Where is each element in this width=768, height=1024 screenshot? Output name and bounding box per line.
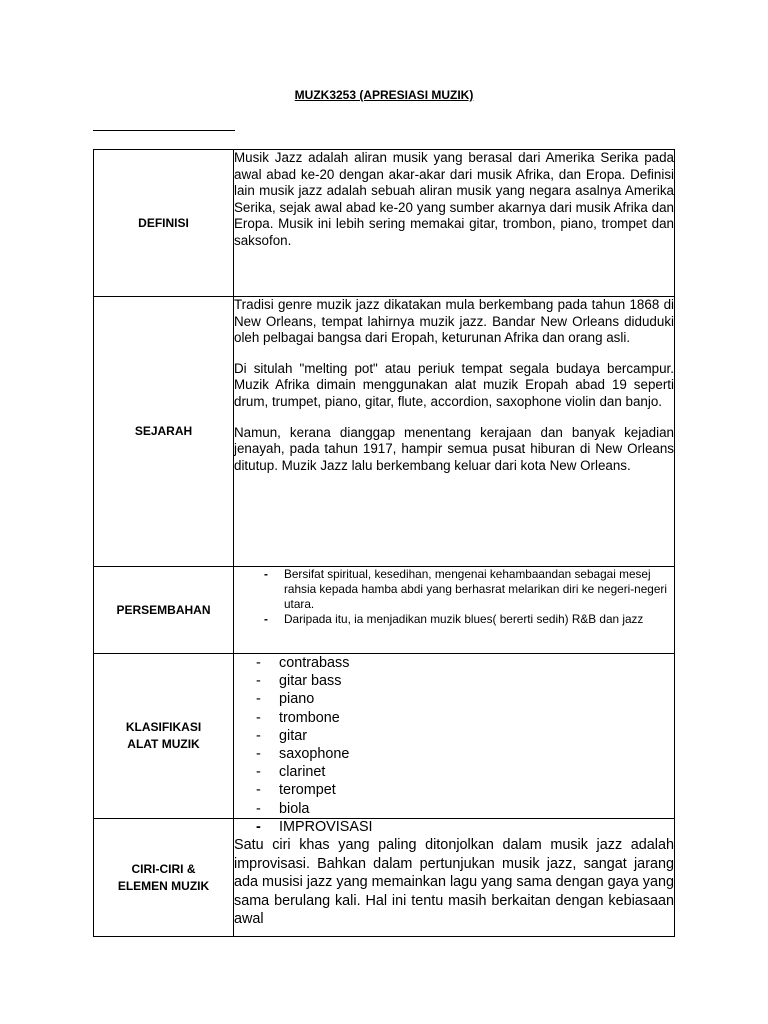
list-item: - gitar bass (256, 673, 342, 690)
title-underline-rule (93, 130, 235, 131)
label-klasifikasi-line1: KLASIFIKASI (125, 720, 202, 734)
label-ciri-line2: ELEMEN MUZIK (117, 878, 210, 893)
label-klasifikasi-line2: ALAT MUZIK (127, 737, 200, 751)
list-item: - terompet (256, 782, 336, 799)
persembahan-list (234, 567, 674, 627)
label-klasifikasi (94, 654, 234, 819)
list-item: - saxophone (256, 746, 350, 763)
instrument-list (234, 654, 674, 818)
ciri-text: Satu ciri khas yang paling ditonjolkan dalam musik jazz adalah improvisasi. Bahkan dalam pertunjukan musik jazz, sangat jarang ada musisi jazz yang memainkan lagu yang sama dengan gaya yang sama berulang kali. Hal ini tentu masih berkaitan dengan kebiasaan awal (234, 837, 674, 927)
cell-definisi (234, 150, 675, 297)
row-sejarah (94, 297, 675, 567)
sejarah-paragraph-1: Tradisi genre muzik jazz dikatakan mula berkembang pada tahun 1868 di New Orleans, tempat lahirnya muzik jazz. Bandar New Orleans diduduki oleh pelbagai bangsa dari Eropah, keturunan Afrika dan orang asli. (234, 297, 674, 346)
sejarah-paragraph-3: Namun, kerana dianggap menentang kerajaan dan banyak kejadian jenayah, pada tahun 1917, hampir semua pusat hiburan di New Orleans ditutup. Muzik Jazz lalu berkembang keluar dari kota New Orleans. (234, 424, 674, 473)
list-item: - Daripada itu, ia menjadikan muzik blues( bererti sedih) R&B dan jazz (264, 612, 644, 626)
list-item: - Bersifat spiritual, kesedihan, mengenai kehambaandan sebagai mesej rahsia kepada hamba abdi yang berhasrat melarikan diri ke negeri-negeri utara. (264, 567, 667, 611)
sejarah-paragraph-2: Di situlah "melting pot" atau periuk tempat segala budaya bercampur. Muzik Afrika dimain menggunakan alat muzik Eropah abad 19 seperti drum, trumpet, piano, gitar, flute, accordion, saxophone violin dan banjo. (234, 360, 674, 409)
row-klasifikasi (94, 654, 675, 819)
bullet-dash: - (264, 612, 268, 626)
row-definisi (94, 150, 675, 297)
label-sejarah: SEJARAH (94, 297, 234, 567)
list-item: - clarinet (256, 764, 326, 781)
cell-ciri (234, 819, 675, 937)
ciri-heading: - IMPROVISASI (256, 819, 373, 835)
list-item: - gitar (256, 727, 307, 744)
content-table (93, 149, 675, 937)
label-ciri (94, 819, 234, 937)
label-ciri-line1: CIRI-CIRI & (131, 861, 196, 876)
cell-sejarah (234, 297, 675, 567)
bullet-dash: - (264, 567, 268, 581)
list-item: - biola (256, 800, 310, 817)
page-title: MUZK3253 (APRESIASI MUZIK) (294, 88, 474, 102)
label-persembahan: PERSEMBAHAN (94, 567, 234, 654)
list-item: - trombone (256, 709, 340, 726)
label-definisi: DEFINISI (94, 150, 234, 297)
row-ciri (94, 819, 675, 937)
row-persembahan (94, 567, 675, 654)
cell-persembahan (234, 567, 675, 654)
list-item: - piano (256, 691, 315, 708)
cell-klasifikasi (234, 654, 675, 819)
definisi-text: Musik Jazz adalah aliran musik yang berasal dari Amerika Serika pada awal abad ke-20 dengan akar-akar dari musik Afrika, dan Eropa. Definisi lain musik jazz adalah sebuah aliran musik yang negara asalnya Amerika Serika, sejak awal abad ke-20 yang sumber akarnya dari musik Afrika dan Eropa. Musik ini lebih sering memakai gitar, trombon, piano, trompet dan saksofon. (234, 150, 674, 248)
list-item: - contrabass (256, 655, 350, 671)
